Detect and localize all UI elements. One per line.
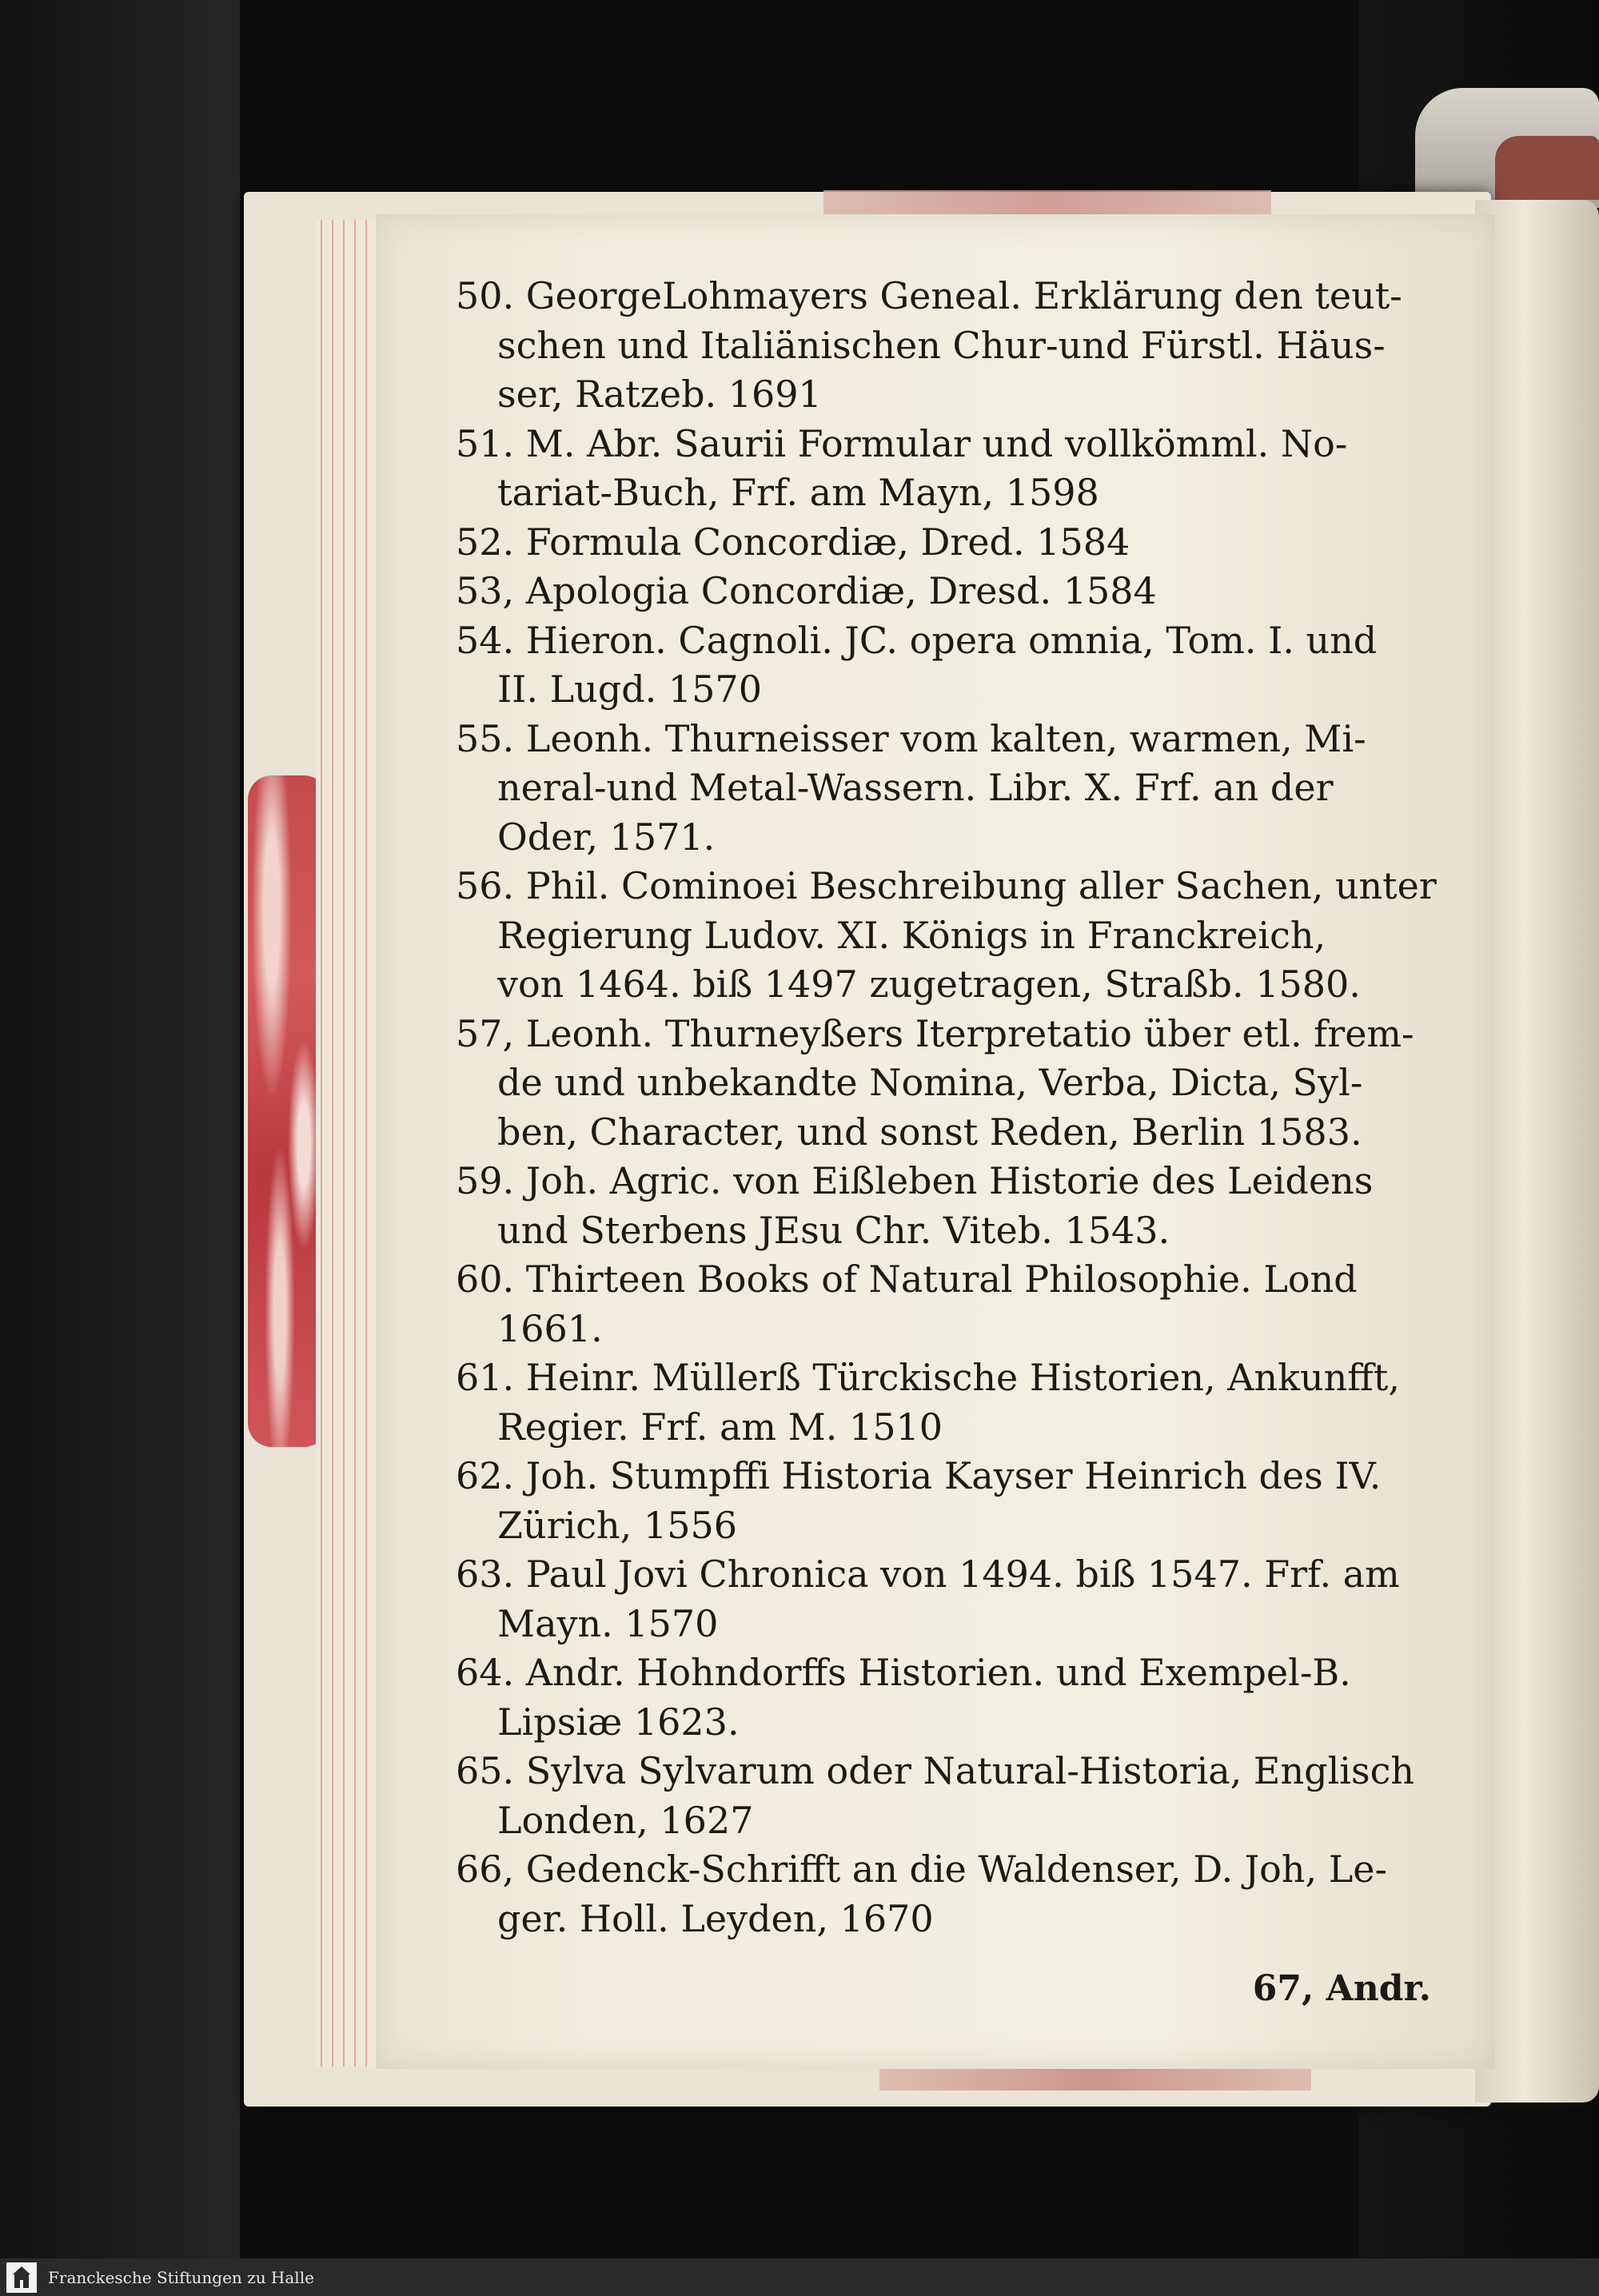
catchword: 67, Andr. [1252, 1968, 1431, 2009]
entry-continuation-line: schen und Italiänischen Chur-und Fürstl. Häus- [497, 323, 1386, 367]
catalog-entry [456, 1353, 1423, 1452]
entry-first-line: 51. M. Abr. Saurii Formular und vollkömml. No- [456, 421, 1348, 465]
entry-first-line: 65. Sylva Sylvarum oder Natural-Historia, Englisch [456, 1749, 1414, 1792]
catalog-entry [456, 420, 1423, 518]
entry-continuation-line: ger. Holl. Leyden, 1670 [497, 1896, 934, 1940]
catalog-entry [456, 616, 1423, 715]
entry-first-line: 50. GeorgeLohmayers Geneal. Erklärung den teut- [456, 274, 1402, 317]
page-edge-stack [316, 220, 380, 2067]
entry-first-line: 57, Leonh. Thurneyßers Iterpretatio über etl. frem- [456, 1011, 1414, 1055]
catalog-entry [456, 567, 1423, 616]
footer-institution-name: Franckesche Stiftungen zu Halle [48, 2267, 314, 2287]
catalog-entry [456, 518, 1423, 568]
cover-bottom-strip [879, 2067, 1311, 2091]
entry-first-line: 60. Thirteen Books of Natural Philosophie. Lond [456, 1258, 1358, 1301]
catalog-entry [456, 1550, 1423, 1648]
entry-first-line: 54. Hieron. Cagnoli. JC. opera omnia, Tom. I. und [456, 618, 1378, 662]
catalog-entry-list [456, 272, 1437, 1943]
cover-top-strip [823, 190, 1271, 214]
catalog-entry [456, 272, 1423, 420]
entry-continuation-line: Regier. Frf. am M. 1510 [497, 1405, 943, 1449]
footer-bar [0, 2258, 1599, 2296]
entry-continuation-line: ben, Character, und sonst Reden, Berlin 1583. [497, 1110, 1362, 1154]
catalog-entry [456, 1255, 1423, 1353]
entry-continuation-line: 1661. [497, 1306, 603, 1350]
entry-continuation-line: neral-und Metal-Wassern. Libr. X. Frf. an der [497, 766, 1334, 809]
catalog-entry [456, 1648, 1423, 1747]
page-text [456, 272, 1437, 1943]
entry-first-line: 63. Paul Jovi Chronica von 1494. biß 1547. Frf. am [456, 1553, 1400, 1596]
entry-first-line: 64. Andr. Hohndorffs Historien. und Exempel-B. [456, 1651, 1351, 1694]
entry-first-line: 62. Joh. Stumpffi Historia Kayser Heinrich des IV. [456, 1454, 1382, 1497]
catalog-entry [456, 715, 1423, 863]
entry-continuation-line: von 1464. biß 1497 zugetragen, Straßb. 1580. [497, 963, 1361, 1006]
entry-continuation-line: tariat-Buch, Frf. am Mayn, 1598 [497, 471, 1099, 514]
entry-continuation-line: Mayn. 1570 [497, 1601, 719, 1645]
catalog-entry [456, 1845, 1423, 1943]
catalog-entry [456, 1452, 1423, 1550]
entry-continuation-line: Regierung Ludov. XI. Königs in Franckreich, [497, 913, 1326, 957]
dark-backdrop-left [0, 0, 240, 2258]
entry-first-line: 61. Heinr. Müllerß Türckische Historien, Ankunfft, [456, 1356, 1400, 1399]
entry-continuation-line: und Sterbens JEsu Chr. Viteb. 1543. [497, 1208, 1170, 1252]
entry-first-line: 59. Joh. Agric. von Eißleben Historie des Leidens [456, 1159, 1374, 1202]
entry-first-line: 53, Apologia Concordiæ, Dresd. 1584 [456, 569, 1157, 612]
entry-continuation-line: Lipsiæ 1623. [497, 1700, 740, 1744]
entry-first-line: 66, Gedenck-Schrifft an die Waldenser, D. Joh, Le- [456, 1848, 1388, 1891]
entry-continuation-line: de und unbekandte Nomina, Verba, Dicta, Syl- [497, 1061, 1363, 1104]
book-spine-tab [1495, 136, 1599, 200]
entry-continuation-line: Londen, 1627 [497, 1798, 754, 1842]
entry-first-line: 52. Formula Concordiæ, Dred. 1584 [456, 520, 1130, 564]
entry-first-line: 55. Leonh. Thurneisser vom kalten, warmen, Mi- [456, 716, 1366, 760]
entry-continuation-line: Zürich, 1556 [497, 1503, 737, 1547]
entry-first-line: 56. Phil. Cominoei Beschreibung aller Sachen, unter [456, 864, 1437, 907]
catalog-entry [456, 1747, 1423, 1845]
catalog-entry [456, 1010, 1423, 1158]
institution-logo-icon [6, 2262, 37, 2293]
entry-continuation-line: II. Lugd. 1570 [497, 668, 762, 711]
catalog-entry [456, 862, 1437, 1010]
catalog-entry [456, 1157, 1423, 1255]
entry-continuation-line: Oder, 1571. [497, 815, 716, 859]
entry-continuation-line: ser, Ratzeb. 1691 [497, 373, 822, 416]
